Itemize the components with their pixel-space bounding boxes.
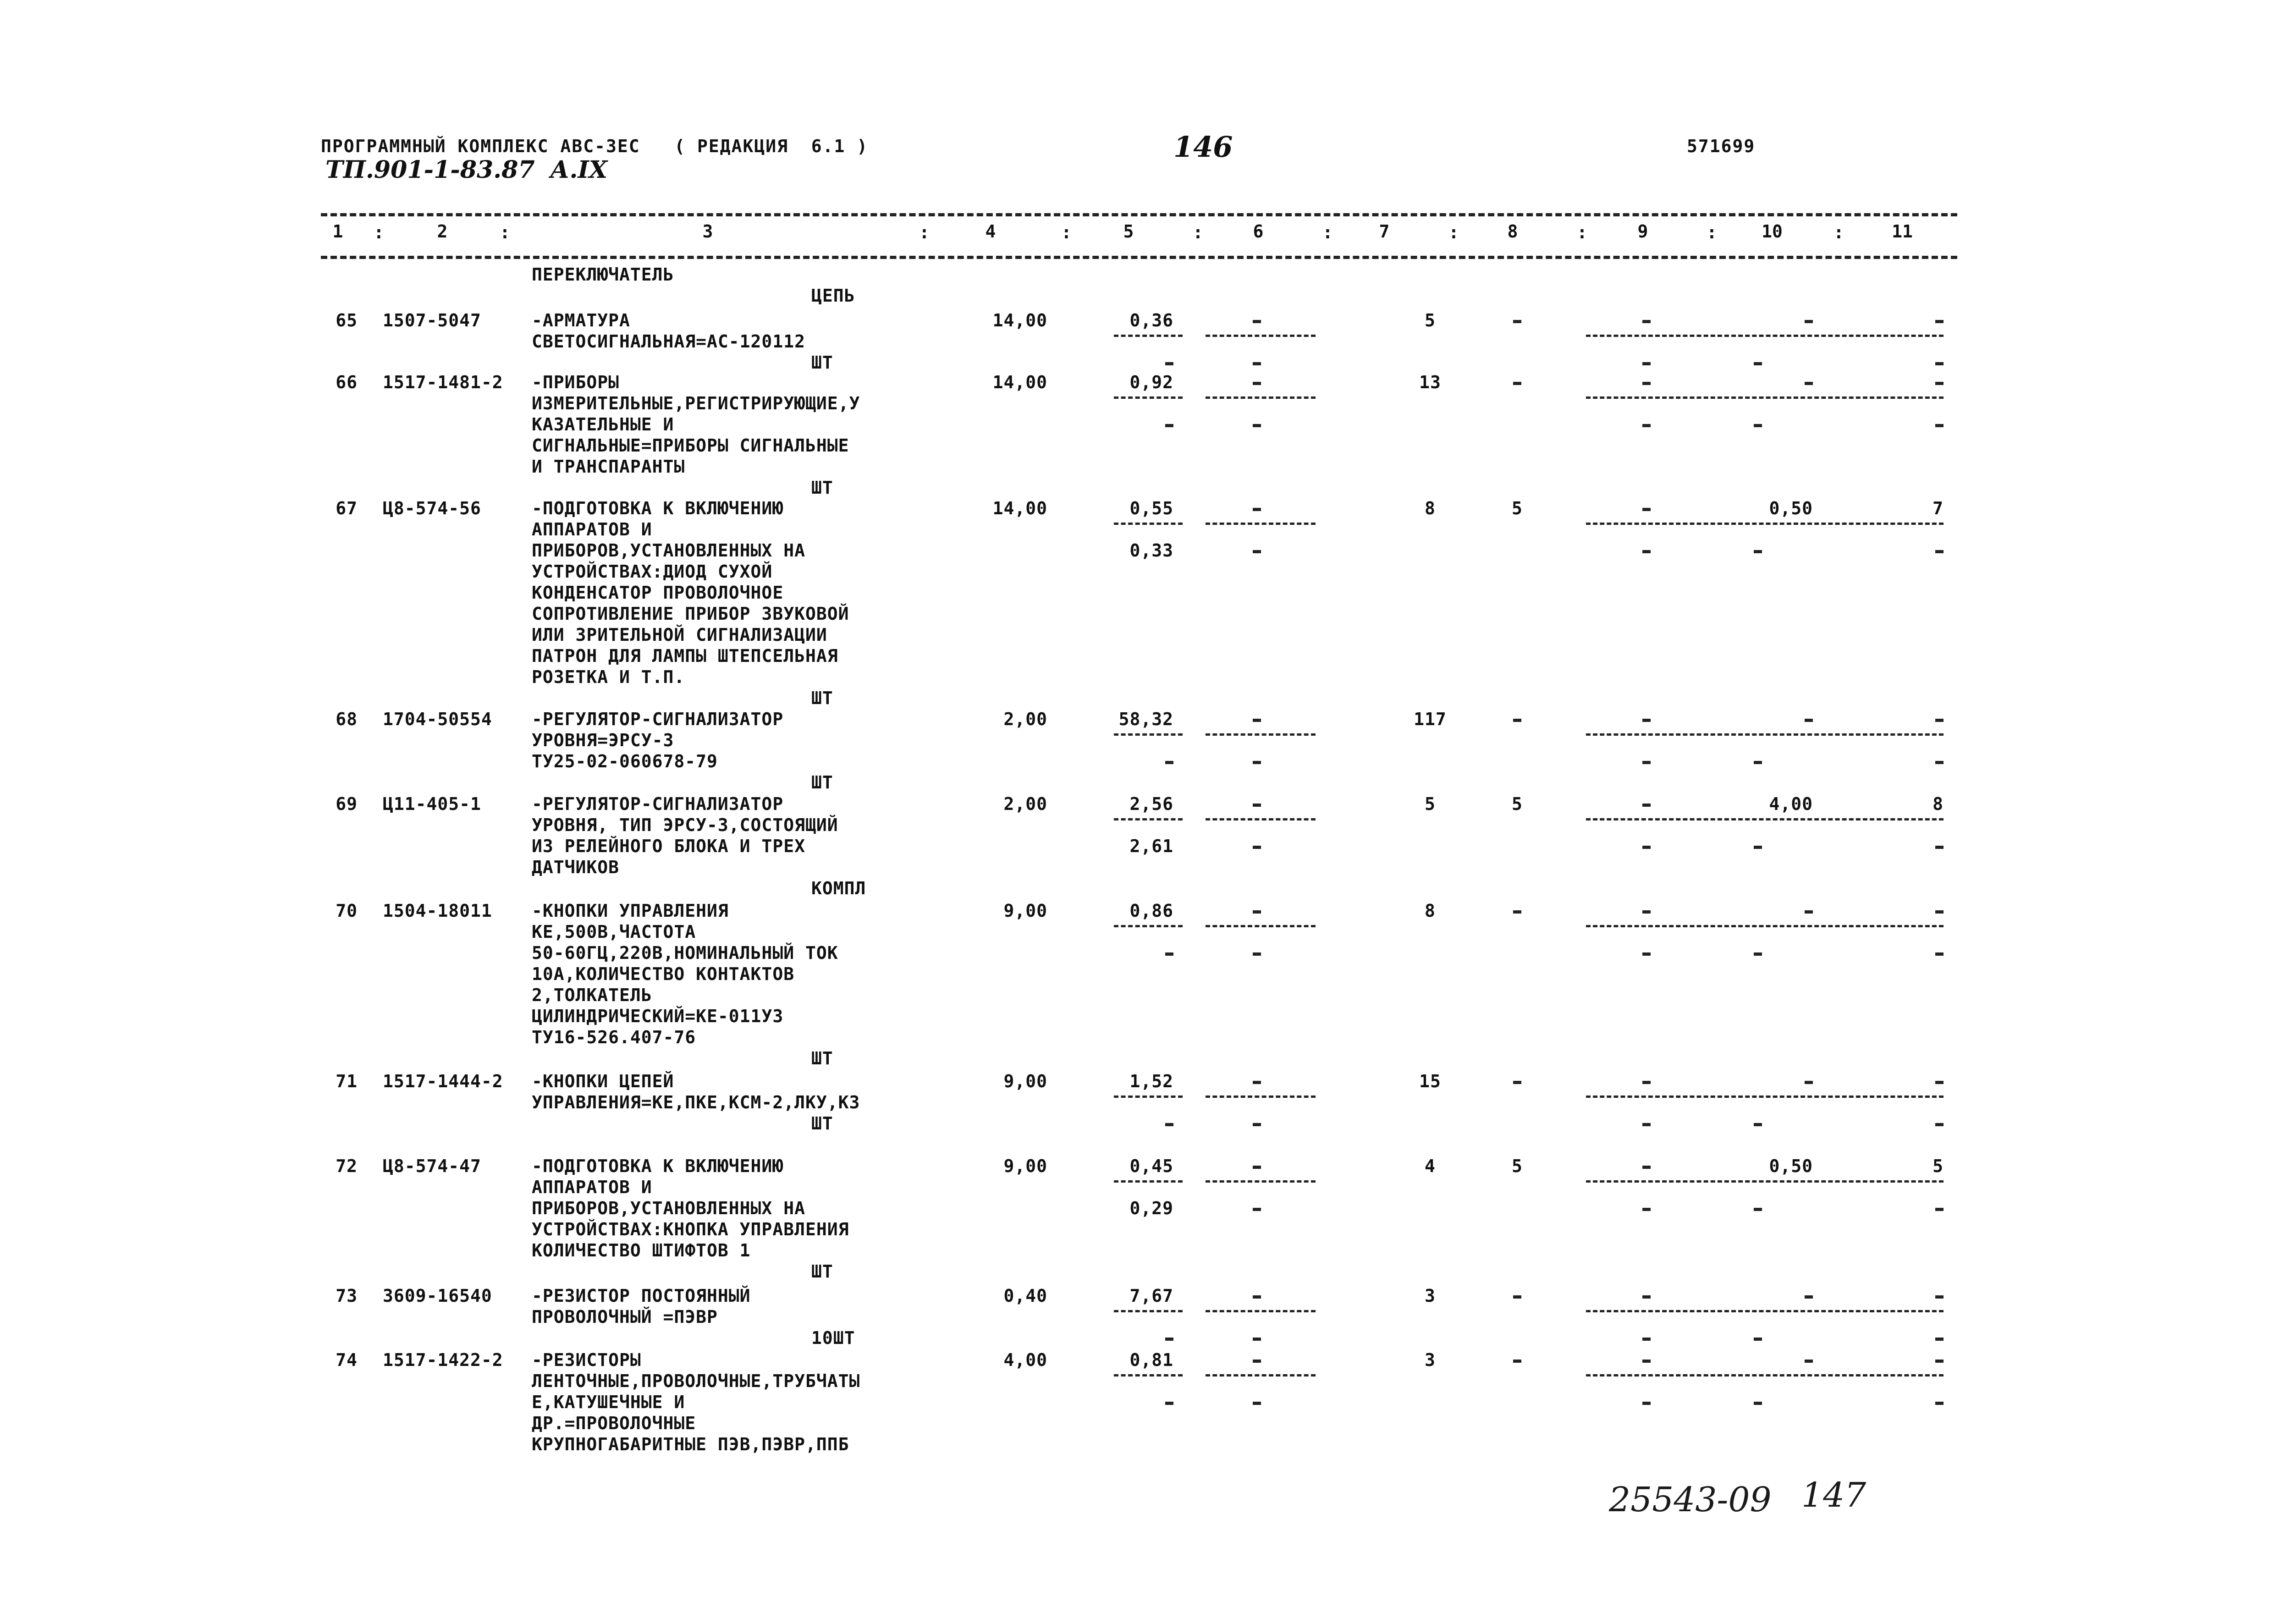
row-description-line: СВЕТОСИГНАЛЬНАЯ=АС-120112 — [532, 331, 805, 352]
document-number: 571699 — [1687, 136, 1756, 156]
col-header-7: 7 — [1379, 221, 1390, 242]
dash-mark — [1513, 1081, 1521, 1084]
row-description-line: ИЛИ ЗРИТЕЛЬНОЙ СИГНАЛИЗАЦИИ — [532, 625, 827, 645]
column-separator: : — [1707, 222, 1717, 242]
row-description-line: -АРМАТУРА — [532, 310, 630, 330]
dashed-rule — [1206, 1374, 1316, 1376]
row-description-line: ПРИБОРОВ,УСТАНОВЛЕННЫХ НА — [532, 1198, 805, 1218]
column-11-cell: 8 — [1933, 794, 1944, 814]
dash-mark — [1754, 362, 1762, 365]
column-7-cell: 5 — [1425, 310, 1436, 330]
row-description-line: УРОВНЯ, ТИП ЭРСУ-3,СОСТОЯЩИЙ — [532, 815, 838, 835]
column-separator: : — [1577, 222, 1587, 242]
row-description-line: КАЗАТЕЛЬНЫЕ И — [532, 414, 674, 435]
resource-code: 1517-1422-2 — [383, 1350, 503, 1370]
dash-mark — [1754, 1208, 1762, 1211]
row-description-line: -РЕЗИСТОРЫ — [532, 1350, 641, 1370]
row-description-line: -КНОПКИ УПРАВЛЕНИЯ — [532, 901, 729, 921]
row-description-line: КЕ,500В,ЧАСТОТА — [532, 922, 696, 942]
header-top-rule — [321, 213, 1957, 216]
dash-mark — [1935, 424, 1944, 427]
unit-label: ШТ — [811, 478, 833, 498]
dashed-rule — [1206, 396, 1316, 399]
column-7-cell: 8 — [1425, 901, 1436, 921]
dash-mark — [1253, 320, 1261, 323]
dash-mark — [1253, 508, 1261, 511]
dash-mark — [1513, 1360, 1521, 1363]
header-bottom-rule — [321, 256, 1957, 259]
column-separator: : — [1061, 222, 1072, 242]
dashed-rule — [1586, 335, 1944, 337]
dashed-rule — [1206, 1096, 1316, 1098]
row-description-line: ПРОВОЛОЧНЫЙ =ПЭВР — [532, 1307, 718, 1327]
dash-mark — [1642, 1360, 1651, 1363]
row-description-line: ЦИЛИНДРИЧЕСКИЙ=КЕ-011У3 — [532, 1006, 784, 1026]
row-description-line: -КНОПКИ ЦЕПЕЙ — [532, 1071, 674, 1091]
column-7-cell: 13 — [1419, 372, 1441, 392]
dash-mark — [1642, 910, 1651, 914]
dash-mark — [1253, 382, 1261, 385]
row-description-line: АППАРАТОВ И — [532, 1177, 652, 1197]
dashed-rule — [1206, 818, 1316, 820]
dash-mark — [1754, 952, 1762, 956]
row-description-line: РОЗЕТКА И Т.П. — [532, 667, 685, 687]
dashed-rule — [1114, 925, 1183, 927]
dash-mark — [1805, 910, 1813, 914]
dash-mark — [1253, 1081, 1261, 1084]
row-description-line: УПРАВЛЕНИЯ=КЕ,ПКЕ,КСМ-2,ЛКУ,КЗ — [532, 1092, 860, 1112]
col-header-1: 1 — [332, 221, 343, 242]
column-7-cell: 4 — [1425, 1156, 1436, 1176]
dash-mark — [1754, 1338, 1762, 1341]
dash-mark — [1935, 1295, 1944, 1299]
dash-mark — [1513, 320, 1521, 323]
col-header-2: 2 — [437, 221, 448, 242]
col-header-3: 3 — [702, 221, 713, 242]
column-separator: : — [1193, 222, 1203, 242]
dash-mark — [1642, 320, 1651, 323]
dash-mark — [1642, 1295, 1651, 1299]
dashed-rule — [1114, 1374, 1183, 1376]
col-header-6: 6 — [1253, 221, 1264, 242]
dash-mark — [1642, 804, 1651, 807]
row-description-line: ПЕРЕКЛЮЧАТЕЛЬ — [532, 264, 674, 285]
row-description-line: И ТРАНСПАРАНТЫ — [532, 457, 685, 477]
dashed-rule — [1206, 523, 1316, 525]
col-header-10: 10 — [1762, 221, 1783, 242]
dash-mark — [1642, 550, 1651, 553]
row-number: 65 — [336, 310, 358, 330]
row-description-line: -ПОДГОТОВКА К ВКЛЮЧЕНИЮ — [532, 1156, 784, 1176]
dash-mark — [1253, 719, 1261, 722]
dashed-rule — [1586, 733, 1944, 736]
row-description-line: КОЛИЧЕСТВО ШТИФТОВ 1 — [532, 1240, 751, 1261]
row-description-line: -РЕЗИСТОР ПОСТОЯННЫЙ — [532, 1286, 751, 1306]
album-number: А.IX — [550, 156, 608, 184]
dash-mark — [1805, 1295, 1813, 1299]
dashed-rule — [1114, 1310, 1183, 1312]
sheet-number: 146 — [1173, 130, 1233, 164]
row-description-line: ДР.=ПРОВОЛОЧНЫЕ — [532, 1413, 696, 1433]
dash-mark — [1253, 550, 1261, 553]
dash-mark — [1253, 362, 1261, 365]
column-11-cell: 5 — [1933, 1156, 1944, 1176]
col-header-9: 9 — [1637, 221, 1648, 242]
dash-mark — [1935, 761, 1944, 764]
column-7-cell: 15 — [1419, 1071, 1441, 1091]
row-description-line: ПАТРОН ДЛЯ ЛАМПЫ ШТЕПСЕЛЬНАЯ — [532, 646, 838, 666]
dash-mark — [1805, 1081, 1813, 1084]
resource-code: 1704-50554 — [383, 709, 492, 729]
dash-mark — [1805, 320, 1813, 323]
unit-label: ЦЕПЬ — [811, 286, 855, 306]
dash-mark — [1253, 1295, 1261, 1299]
dash-mark — [1805, 719, 1813, 722]
dash-mark — [1642, 1338, 1651, 1341]
dash-mark — [1754, 424, 1762, 427]
dash-mark — [1805, 1360, 1813, 1363]
dash-mark — [1935, 1208, 1944, 1211]
unit-label: ШТ — [811, 772, 833, 793]
page-number: 147 — [1801, 1475, 1867, 1515]
row-description-line: КОНДЕНСАТОР ПРОВОЛОЧНОЕ — [532, 583, 784, 603]
dash-mark — [1253, 1360, 1261, 1363]
row-description-line: АППАРАТОВ И — [532, 519, 652, 539]
dash-mark — [1642, 846, 1651, 849]
row-description-line: УРОВНЯ=ЭРСУ-3 — [532, 730, 674, 750]
column-8-cell: 5 — [1512, 498, 1523, 518]
inventory-number: 25543-09 — [1609, 1480, 1772, 1519]
row-description-line: ИЗМЕРИТЕЛЬНЫЕ,РЕГИСТРИРУЮЩИЕ,У — [532, 393, 860, 413]
col-header-4: 4 — [985, 221, 996, 242]
column-7-cell: 3 — [1425, 1350, 1436, 1370]
dash-mark — [1935, 719, 1944, 722]
dash-mark — [1805, 382, 1813, 385]
col-header-11: 11 — [1892, 221, 1913, 242]
row-description-line: 10А,КОЛИЧЕСТВО КОНТАКТОВ — [532, 964, 795, 984]
dash-mark — [1642, 424, 1651, 427]
dash-mark — [1754, 846, 1762, 849]
row-description-line: СИГНАЛЬНЫЕ=ПРИБОРЫ СИГНАЛЬНЫЕ — [532, 435, 849, 456]
row-description-line: ПРИБОРОВ,УСТАНОВЛЕННЫХ НА — [532, 540, 805, 561]
unit-cost-cell: 0,36 — [1129, 310, 1173, 330]
dash-mark — [1642, 1402, 1651, 1405]
quantity-cell: 14,00 — [992, 498, 1047, 518]
dashed-rule — [1586, 1180, 1944, 1183]
dash-mark — [1253, 846, 1261, 849]
unit-cost-lower-cell: 0,29 — [1129, 1198, 1173, 1218]
dash-mark — [1754, 1123, 1762, 1126]
column-10-cell: 0,50 — [1769, 498, 1813, 518]
row-description-line: ЛЕНТОЧНЫЕ,ПРОВОЛОЧНЫЕ,ТРУБЧАТЫ — [532, 1371, 860, 1391]
dash-mark — [1935, 382, 1944, 385]
quantity-cell: 9,00 — [1003, 901, 1047, 921]
unit-cost-cell: 7,67 — [1129, 1286, 1173, 1306]
unit-cost-cell: 58,32 — [1118, 709, 1173, 729]
row-number: 70 — [336, 901, 358, 921]
resource-code: 1517-1444-2 — [383, 1071, 503, 1091]
dashed-rule — [1586, 1310, 1944, 1312]
dashed-rule — [1586, 818, 1944, 820]
column-separator: : — [374, 222, 384, 242]
dashed-rule — [1114, 523, 1183, 525]
program-title: ПРОГРАММНЫЙ КОМПЛЕКС АВС-3ЕС ( РЕДАКЦИЯ 6.1 ) — [321, 136, 869, 156]
quantity-cell: 0,40 — [1003, 1286, 1047, 1306]
dashed-rule — [1114, 396, 1183, 399]
column-separator: : — [500, 222, 510, 242]
row-number: 68 — [336, 709, 358, 729]
unit-label: КОМПЛ — [811, 878, 866, 898]
dash-mark — [1165, 1123, 1173, 1126]
dash-mark — [1642, 952, 1651, 956]
dash-mark — [1253, 952, 1261, 956]
dash-mark — [1935, 1360, 1944, 1363]
dash-mark — [1165, 1338, 1173, 1341]
dash-mark — [1165, 952, 1173, 956]
row-description-line: -РЕГУЛЯТОР-СИГНАЛИЗАТОР — [532, 794, 784, 814]
column-7-cell: 3 — [1425, 1286, 1436, 1306]
resource-code: Ц8-574-47 — [383, 1156, 481, 1176]
column-7-cell: 5 — [1425, 794, 1436, 814]
dash-mark — [1513, 910, 1521, 914]
dashed-rule — [1206, 335, 1316, 337]
dashed-rule — [1114, 818, 1183, 820]
row-number: 74 — [336, 1350, 358, 1370]
dashed-rule — [1586, 1096, 1944, 1098]
dash-mark — [1935, 550, 1944, 553]
resource-code: 1517-1481-2 — [383, 372, 503, 392]
unit-label: ШТ — [811, 688, 833, 708]
row-number: 69 — [336, 794, 358, 814]
dash-mark — [1935, 320, 1944, 323]
dash-mark — [1165, 424, 1173, 427]
dashed-rule — [1206, 733, 1316, 736]
quantity-cell: 2,00 — [1003, 794, 1047, 814]
row-description-line: Е,КАТУШЕЧНЫЕ И — [532, 1392, 685, 1412]
resource-code: Ц11-405-1 — [383, 794, 481, 814]
row-number: 71 — [336, 1071, 358, 1091]
dash-mark — [1754, 550, 1762, 553]
dash-mark — [1642, 761, 1651, 764]
dashed-rule — [1206, 1180, 1316, 1183]
unit-cost-cell: 0,86 — [1129, 901, 1173, 921]
resource-code: 3609-16540 — [383, 1286, 492, 1306]
quantity-cell: 14,00 — [992, 372, 1047, 392]
dash-mark — [1935, 1123, 1944, 1126]
column-7-cell: 117 — [1414, 709, 1447, 729]
dash-mark — [1513, 1295, 1521, 1299]
column-separator: : — [1448, 222, 1459, 242]
dashed-rule — [1114, 335, 1183, 337]
dashed-rule — [1586, 925, 1944, 927]
dashed-rule — [1206, 925, 1316, 927]
dash-mark — [1165, 1402, 1173, 1405]
row-number: 66 — [336, 372, 358, 392]
unit-label: 10ШТ — [811, 1328, 855, 1348]
row-description-line: КРУПНОГАБАРИТНЫЕ ПЭВ,ПЭВР,ППБ — [532, 1434, 849, 1454]
dash-mark — [1642, 719, 1651, 722]
dashed-rule — [1586, 396, 1944, 399]
dash-mark — [1935, 952, 1944, 956]
row-description-line: 50-60ГЦ,220В,НОМИНАЛЬНЫЙ ТОК — [532, 943, 838, 963]
quantity-cell: 4,00 — [1003, 1350, 1047, 1370]
quantity-cell: 2,00 — [1003, 709, 1047, 729]
dash-mark — [1642, 382, 1651, 385]
row-description-line: -РЕГУЛЯТОР-СИГНАЛИЗАТОР — [532, 709, 784, 729]
dash-mark — [1513, 382, 1521, 385]
dash-mark — [1253, 424, 1261, 427]
dashed-rule — [1114, 1096, 1183, 1098]
row-description-line: ДАТЧИКОВ — [532, 857, 620, 877]
dash-mark — [1642, 1123, 1651, 1126]
dash-mark — [1754, 1402, 1762, 1405]
dash-mark — [1935, 1338, 1944, 1341]
dash-mark — [1253, 910, 1261, 914]
row-number: 72 — [336, 1156, 358, 1176]
row-number: 67 — [336, 498, 358, 518]
row-description-line: ТУ25-02-060678-79 — [532, 751, 718, 771]
quantity-cell: 9,00 — [1003, 1156, 1047, 1176]
dash-mark — [1642, 1166, 1651, 1169]
dash-mark — [1253, 804, 1261, 807]
dashed-rule — [1586, 1374, 1944, 1376]
row-number: 73 — [336, 1286, 358, 1306]
dash-mark — [1253, 1166, 1261, 1169]
col-header-8: 8 — [1507, 221, 1518, 242]
resource-code: 1504-18011 — [383, 901, 492, 921]
resource-code: 1507-5047 — [383, 310, 481, 330]
dash-mark — [1642, 1208, 1651, 1211]
row-description-line: СОПРОТИВЛЕНИЕ ПРИБОР ЗВУКОВОЙ — [532, 604, 849, 624]
row-description-line: ТУ16-526.407-76 — [532, 1027, 696, 1047]
resource-code: Ц8-574-56 — [383, 498, 481, 518]
dash-mark — [1642, 508, 1651, 511]
row-description-line: ИЗ РЕЛЕЙНОГО БЛОКА И ТРЕХ — [532, 836, 805, 856]
dash-mark — [1935, 846, 1944, 849]
dash-mark — [1642, 1081, 1651, 1084]
unit-cost-cell: 0,81 — [1129, 1350, 1173, 1370]
row-description-line: 2,ТОЛКАТЕЛЬ — [532, 985, 652, 1005]
unit-cost-cell: 2,56 — [1129, 794, 1173, 814]
unit-label: ШТ — [811, 352, 833, 373]
column-8-cell: 5 — [1512, 1156, 1523, 1176]
row-description-line: УСТРОЙСТВАХ:ДИОД СУХОЙ — [532, 562, 773, 582]
unit-cost-cell: 1,52 — [1129, 1071, 1173, 1091]
dash-mark — [1253, 1338, 1261, 1341]
unit-cost-cell: 0,45 — [1129, 1156, 1173, 1176]
row-description-line: -ПОДГОТОВКА К ВКЛЮЧЕНИЮ — [532, 498, 784, 518]
dash-mark — [1935, 362, 1944, 365]
dash-mark — [1642, 362, 1651, 365]
dash-mark — [1754, 761, 1762, 764]
dash-mark — [1935, 910, 1944, 914]
dashed-rule — [1114, 733, 1183, 736]
unit-label: ШТ — [811, 1261, 833, 1282]
dash-mark — [1935, 1081, 1944, 1084]
column-separator: : — [1322, 222, 1333, 242]
dashed-rule — [1114, 1180, 1183, 1183]
unit-cost-lower-cell: 0,33 — [1129, 540, 1173, 561]
column-10-cell: 0,50 — [1769, 1156, 1813, 1176]
unit-cost-lower-cell: 2,61 — [1129, 836, 1173, 856]
dash-mark — [1253, 1123, 1261, 1126]
project-code: ТП.901-1-83.87 — [325, 156, 535, 184]
dashed-rule — [1206, 1310, 1316, 1312]
unit-cost-cell: 0,55 — [1129, 498, 1173, 518]
column-separator: : — [919, 222, 930, 242]
dash-mark — [1165, 362, 1173, 365]
dashed-rule — [1586, 523, 1944, 525]
column-separator: : — [1834, 222, 1844, 242]
quantity-cell: 9,00 — [1003, 1071, 1047, 1091]
quantity-cell: 14,00 — [992, 310, 1047, 330]
dash-mark — [1165, 761, 1173, 764]
column-8-cell: 5 — [1512, 794, 1523, 814]
col-header-5: 5 — [1123, 221, 1134, 242]
unit-label: ШТ — [811, 1048, 833, 1068]
dash-mark — [1253, 1402, 1261, 1405]
column-7-cell: 8 — [1425, 498, 1436, 518]
row-description-line: УСТРОЙСТВАХ:КНОПКА УПРАВЛЕНИЯ — [532, 1219, 849, 1239]
dash-mark — [1935, 1402, 1944, 1405]
dash-mark — [1253, 761, 1261, 764]
unit-cost-cell: 0,92 — [1129, 372, 1173, 392]
unit-label: ШТ — [811, 1113, 833, 1134]
dash-mark — [1513, 719, 1521, 722]
row-description-line: -ПРИБОРЫ — [532, 372, 620, 392]
column-10-cell: 4,00 — [1769, 794, 1813, 814]
column-11-cell: 7 — [1933, 498, 1944, 518]
dash-mark — [1253, 1208, 1261, 1211]
